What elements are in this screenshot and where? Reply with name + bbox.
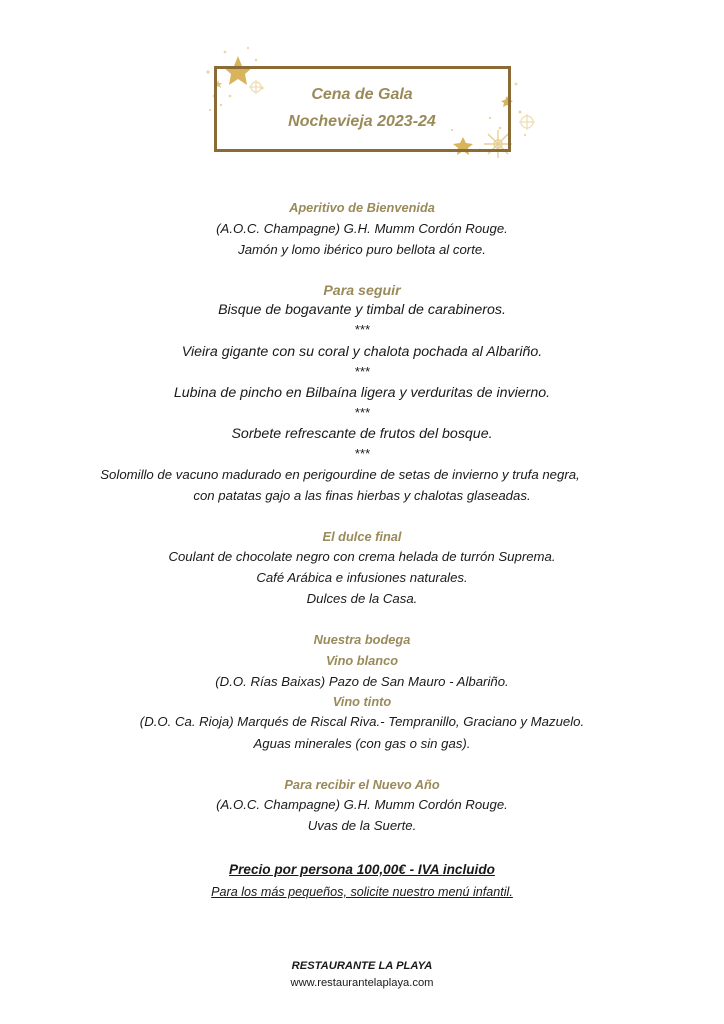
title-nochevieja: Nochevieja 2023-24: [288, 113, 436, 130]
price-per-person: Precio por persona 100,00€ - IVA incluido: [229, 862, 495, 877]
menu-line: Aguas minerales (con gas o sin gas).: [253, 736, 471, 751]
menu-line: Uvas de la Suerte.: [307, 818, 417, 833]
menu-line: Coulant de chocolate negro con crema helada de turrón Suprema.: [168, 549, 556, 564]
separator: ***: [354, 446, 370, 461]
title-cena-de-gala: Cena de Gala: [311, 86, 413, 103]
menu-line: Vieira gigante con su coral y chalota pochada al Albariño.: [181, 344, 543, 360]
menu-line: Dulces de la Casa.: [306, 591, 418, 606]
menu-line: Jamón y lomo ibérico puro bellota al corte.: [238, 242, 486, 257]
heading-vino-blanco: Vino blanco: [325, 653, 399, 668]
heading-para-seguir: Para seguir: [323, 283, 401, 299]
menu-line: Bisque de bogavante y timbal de carabineros.: [218, 302, 506, 318]
menu-line: (D.O. Ca. Rioja) Marqués de Riscal Riva.- Tempranillo, Graciano y Mazuelo.: [139, 714, 585, 729]
menu-line: Sorbete refrescante de frutos del bosque.: [231, 426, 493, 442]
menu-line: Café Arábica e infusiones naturales.: [256, 570, 468, 585]
menu-line: (A.O.C. Champagne) G.H. Mumm Cordón Rouge.: [216, 221, 508, 236]
website-link[interactable]: www.restaurantelaplaya.com: [290, 977, 434, 989]
menu-line: Lubina de pincho en Bilbaína ligera y verduritas de invierno.: [173, 385, 551, 401]
heading-aperitivo: Aperitivo de Bienvenida: [289, 200, 435, 215]
restaurant-name: RESTAURANTE LA PLAYA: [291, 960, 433, 972]
menu-line: Solomillo de vacuno madurado en perigourdine de setas de invierno y trufa negra,: [100, 467, 580, 482]
kids-menu-note: Para los más pequeños, solicite nuestro menú infantil.: [211, 885, 513, 899]
heading-bodega: Nuestra bodega: [313, 632, 411, 647]
heading-vino-tinto: Vino tinto: [332, 694, 392, 709]
separator: ***: [354, 322, 370, 337]
heading-dulce-final: El dulce final: [322, 529, 402, 544]
title-frame: [214, 66, 511, 152]
menu-line: (D.O. Rías Baixas) Pazo de San Mauro - Albariño.: [215, 674, 509, 689]
menu-line: (A.O.C. Champagne) G.H. Mumm Cordón Rouge.: [216, 797, 508, 812]
separator: ***: [354, 364, 370, 379]
menu-line: con patatas gajo a las finas hierbas y chalotas glaseadas.: [193, 488, 531, 503]
heading-nuevo-ano: Para recibir el Nuevo Año: [284, 777, 440, 792]
separator: ***: [354, 405, 370, 420]
